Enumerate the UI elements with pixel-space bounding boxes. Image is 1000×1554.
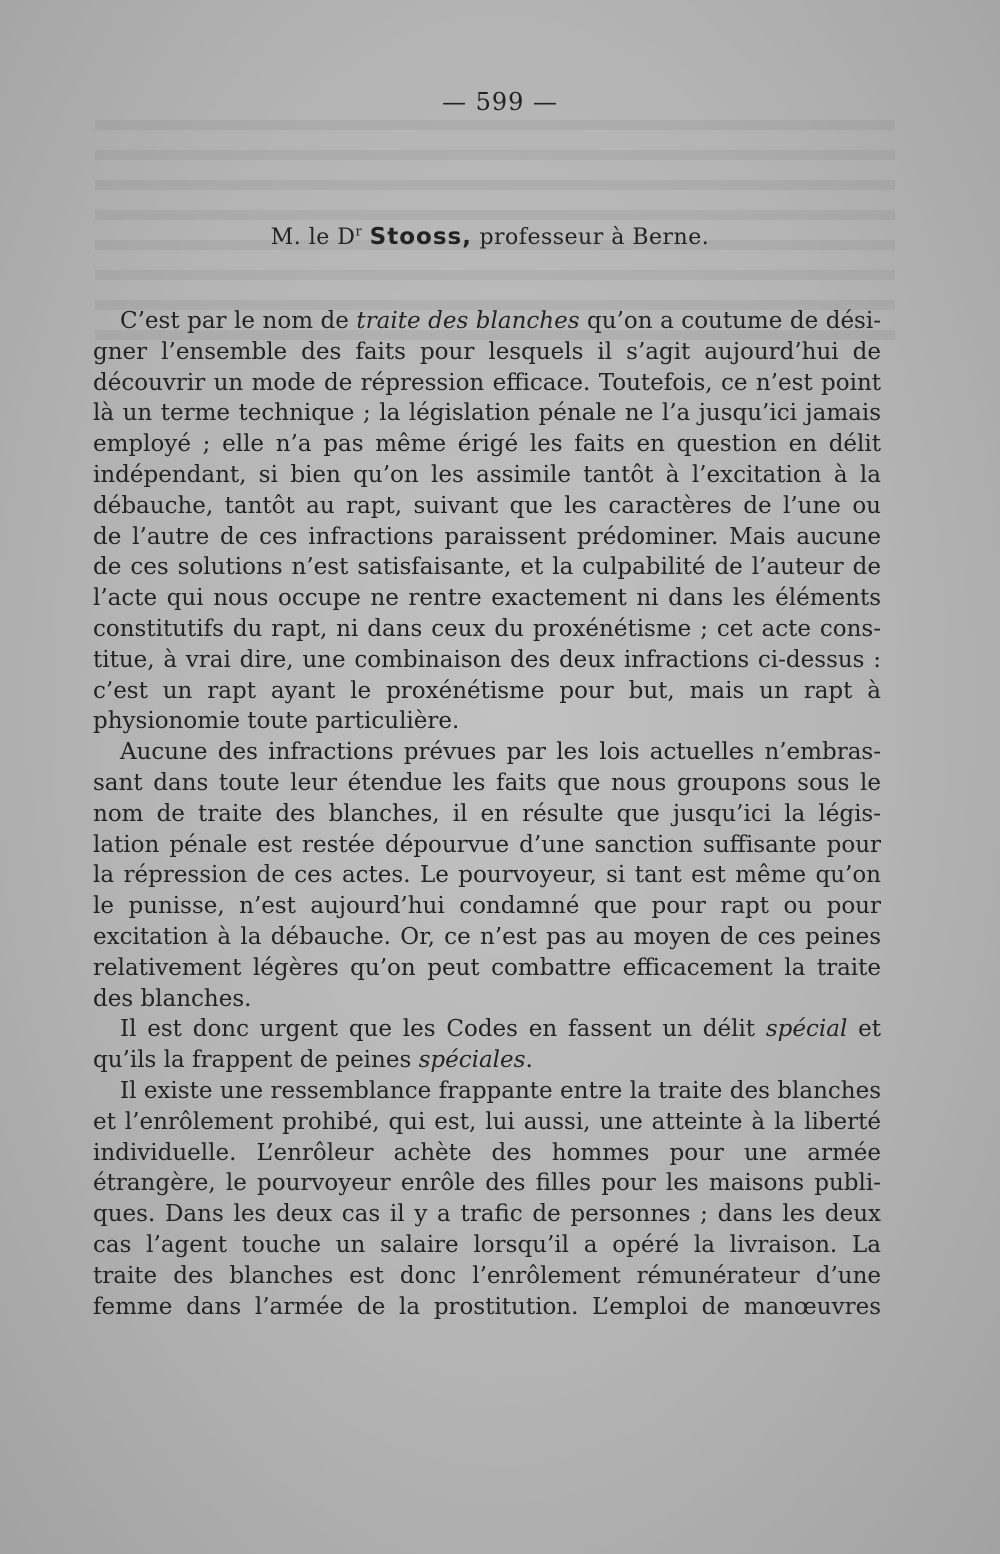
text-line: et l’enrôlement prohibé, qui est, lui aussi, une atteinte à la liberté <box>93 1108 881 1135</box>
text-line: femme dans l’armée de la prostitution. L’emploi de manœuvres <box>93 1293 881 1320</box>
text-line: la répression de ces actes. Le pourvoyeur, si tant est même qu’on <box>93 862 881 889</box>
text-line: Il existe une ressemblance frappante entre la traite des blanches <box>120 1077 881 1104</box>
text-line: sant dans toute leur étendue les faits que nous groupons sous le <box>93 769 881 796</box>
text-line: l’acte qui nous occupe ne rentre exactement ni dans les éléments <box>93 585 881 612</box>
italic-text: spécial <box>765 1016 848 1043</box>
text-line: employé ; elle n’a pas même érigé les faits en question en délit <box>93 431 881 458</box>
text-line: ques. Dans les deux cas il y a trafic de personnes ; dans les deux <box>93 1201 881 1228</box>
author-affiliation: professeur à Berne. <box>479 225 710 250</box>
italic-text: spéciales <box>418 1047 526 1074</box>
text-line: nom de traite des blanches, il en résulte que jusqu’ici la légis- <box>93 800 881 827</box>
text-line: excitation à la débauche. Or, ce n’est pas au moyen de ces peines <box>93 923 881 950</box>
paragraph <box>93 1076 881 1322</box>
text-line: gner l’ensemble des faits pour lesquels il s’agit aujourd’hui de <box>93 338 881 365</box>
page-number: — 599 — <box>441 88 559 116</box>
text-line: Aucune des infractions prévues par les lois actuelles n’embras- <box>120 739 881 766</box>
text-line: découvrir un mode de répression efficace. Toutefois, ce n’est point <box>93 369 881 396</box>
paragraph <box>93 306 881 737</box>
text-line: cas l’agent touche un salaire lorsqu’il a opéré la livraison. La <box>93 1231 881 1258</box>
author-title-sup: r <box>355 224 363 240</box>
text-line: individuelle. L’enrôleur achète des hommes pour une armée <box>93 1139 881 1166</box>
text-line: qu’ils la frappent de peines spéciales. <box>93 1047 533 1074</box>
text-line: traite des blanches est donc l’enrôlement rémunérateur d’une <box>93 1262 881 1289</box>
text-line: de l’autre de ces infractions paraissent prédominer. Mais aucune <box>93 523 881 550</box>
text-line: c’est un rapt ayant le proxénétisme pour but, mais un rapt à <box>93 677 881 704</box>
author-prefix: M. le D <box>270 225 356 250</box>
text-line: indépendant, si bien qu’on les assimile tantôt à l’excitation à la <box>93 461 881 488</box>
text-line: de ces solutions n’est satisfaisante, et la culpabilité de l’auteur de <box>93 554 881 581</box>
author-name: Stooss, <box>369 224 472 250</box>
text-line: relativement légères qu’on peut combattre efficacement la traite <box>93 954 881 981</box>
text-line: des blanches. <box>93 985 252 1012</box>
text-line: C’est par le nom de traite des blanches qu’on a coutume de dési- <box>120 308 881 334</box>
paragraph <box>93 737 881 1014</box>
text-line: débauche, tantôt au rapt, suivant que les caractères de l’une ou <box>93 492 881 519</box>
text-line: le punisse, n’est aujourd’hui condamné que pour rapt ou pour <box>93 893 881 920</box>
italic-text: traite des blanches <box>356 308 580 334</box>
text-line: constitutifs du rapt, ni dans ceux du proxénétisme ; cet acte cons- <box>93 615 881 642</box>
text-line: Il est donc urgent que les Codes en fassent un délit spécial et <box>120 1016 881 1043</box>
author-heading <box>0 224 980 250</box>
text-line: physionomie toute particulière. <box>93 708 460 735</box>
text-line: étrangère, le pourvoyeur enrôle des filles pour les maisons publi- <box>93 1170 881 1197</box>
body-text <box>93 306 881 1322</box>
text-line: lation pénale est restée dépourvue d’une sanction suffisante pour <box>93 831 881 858</box>
paragraph <box>93 1014 881 1076</box>
text-line: là un terme technique ; la législation pénale ne l’a jusqu’ici jamais <box>93 400 881 427</box>
text-line: titue, à vrai dire, une combinaison des deux infractions ci-dessus : <box>93 646 881 673</box>
